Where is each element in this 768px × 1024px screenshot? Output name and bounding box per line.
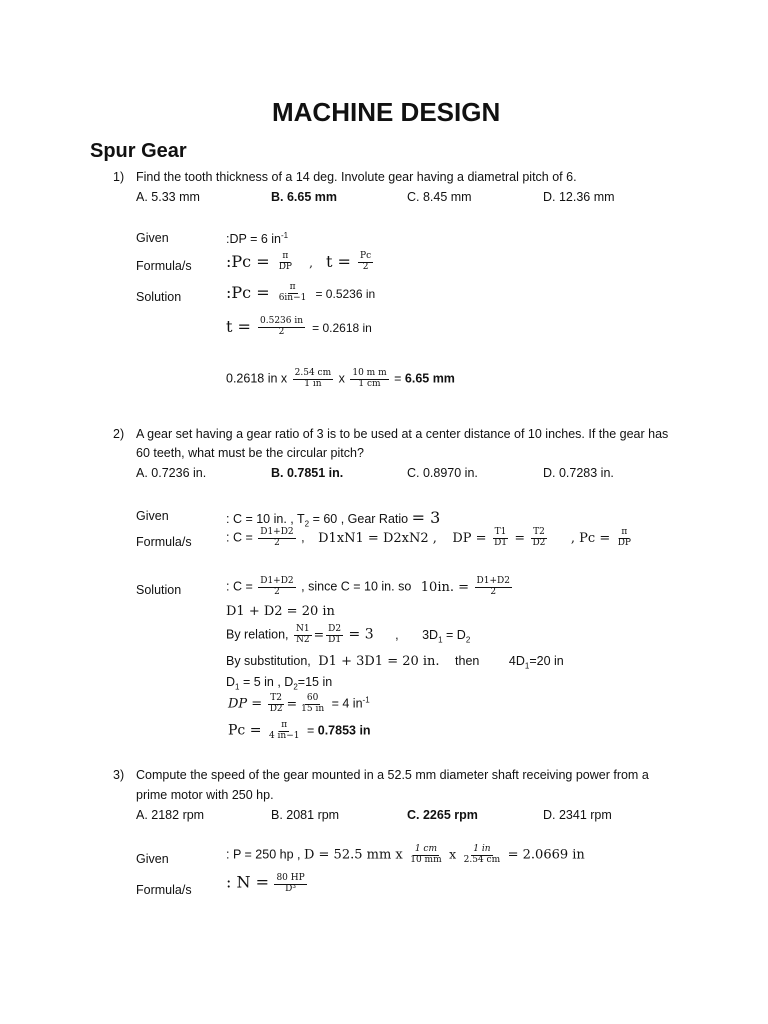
- choice-c: C. 2265 rpm: [407, 808, 478, 822]
- formula: :Pc = $\frac{\pi}{DP}$ , t = $\frac{Pc}{2}$: [226, 251, 372, 272]
- question-number: 1): [113, 170, 125, 184]
- question-text: prime motor with 250 hp.: [136, 788, 274, 802]
- solution-step: :Pc = $\frac{\pi}{6in-1}$ = 0.5236 in: [226, 282, 376, 303]
- given-value: :DP = 6 $in^{-1}$: [226, 231, 289, 247]
- solution-step: By substitution, D1 + 3D1 = 20 in. then $4D_1=20$ in: [226, 654, 564, 671]
- given-value: : C = 10 in. , $T_2 = 60$ , Gear Ratio = 3: [226, 508, 441, 529]
- given-label: Given: [136, 509, 169, 523]
- choice-c: C. 0.8970 in.: [407, 466, 478, 480]
- choice-d: D. 0.7283 in.: [543, 466, 614, 480]
- choice-a: A. 2182 rpm: [136, 808, 205, 822]
- question-text: Compute the speed of the gear mounted in a 52.5 mm diameter shaft receiving power from a: [136, 768, 649, 782]
- formula: : N = $\frac{80 HP}{\text{D³}}$: [226, 872, 305, 894]
- page-title: MACHINE DESIGN: [272, 97, 501, 127]
- solution-label: Solution: [136, 290, 182, 304]
- formula: : C = $\frac{D1+D2}{2}$ , D1xN1 = D2xN2 , DP = $\frac{T1}{D1}$ = $\frac{T2}{D2}$ , Pc = $\frac{\pi}{DP}$: [226, 527, 631, 548]
- formula-label: Formula/s: [136, 883, 192, 897]
- question-text: Find the tooth thickness of a 14 deg. Involute gear having a diametral pitch of 6.: [136, 170, 577, 184]
- solution-step: 0.2618 in x $\frac{2.54 cm}{1 in}$ x $\frac{\text{10 m m}}{1 cm}$ = 6.65 mm: [226, 368, 455, 389]
- formula-label: Formula/s: [136, 259, 192, 273]
- solution-step: Pc = $\frac{\pi}{4 in-1}$ = 0.7853 in: [228, 720, 371, 741]
- choice-d: D. 2341 rpm: [543, 808, 612, 822]
- solution-step: By relation, $\frac{N1}{N2}$ = $\frac{D2}{D1}$ = 3 , $3D_1 = D_2$: [226, 624, 471, 645]
- solution-label: Solution: [136, 583, 182, 597]
- question-number: 3): [113, 768, 125, 782]
- section-heading: Spur Gear: [90, 140, 187, 162]
- choice-b: B. 6.65 mm: [271, 190, 338, 204]
- question-text: 60 teeth, what must be the circular pitch?: [136, 446, 364, 460]
- solution-step: DP = $\frac{T2}{D2}$ = $\frac{60}{15 in}$ = 4 $in^{-1}$: [228, 693, 370, 714]
- given-label: Given: [136, 231, 169, 245]
- question-text: A gear set having a gear ratio of 3 is to be used at a center distance of 10 inches. If the gear has: [136, 427, 669, 441]
- choice-a: A. 5.33 mm: [136, 190, 200, 204]
- given-label: Given: [136, 852, 169, 866]
- solution-step: D1 + D2 = 20 in: [226, 604, 335, 619]
- given-value: : P = 250 hp , D = 52.5 mm x $\frac{1 cm}{10 mm}$ x $\frac{1 in}{2.54 cm}$ = 2.0669 in: [226, 844, 585, 865]
- formula-label: Formula/s: [136, 535, 192, 549]
- choice-d: D. 12.36 mm: [543, 190, 615, 204]
- choice-a: A. 0.7236 in.: [136, 466, 207, 480]
- choice-b: B. 2081 rpm: [271, 808, 340, 822]
- question-number: 2): [113, 427, 125, 441]
- solution-step: $D_1 = 5$ in , $D_2=15$ in: [226, 675, 333, 692]
- choice-b: B. 0.7851 in.: [271, 466, 344, 480]
- choice-c: C. 8.45 mm: [407, 190, 472, 204]
- solution-step: : C = $\frac{D1+D2}{2}$ , since C = 10 in. so 10in. = $\frac{D1+D2}{2}$: [226, 576, 510, 597]
- solution-step: t = $\frac{0.5236 in}{2}$ = 0.2618 in: [226, 316, 372, 337]
